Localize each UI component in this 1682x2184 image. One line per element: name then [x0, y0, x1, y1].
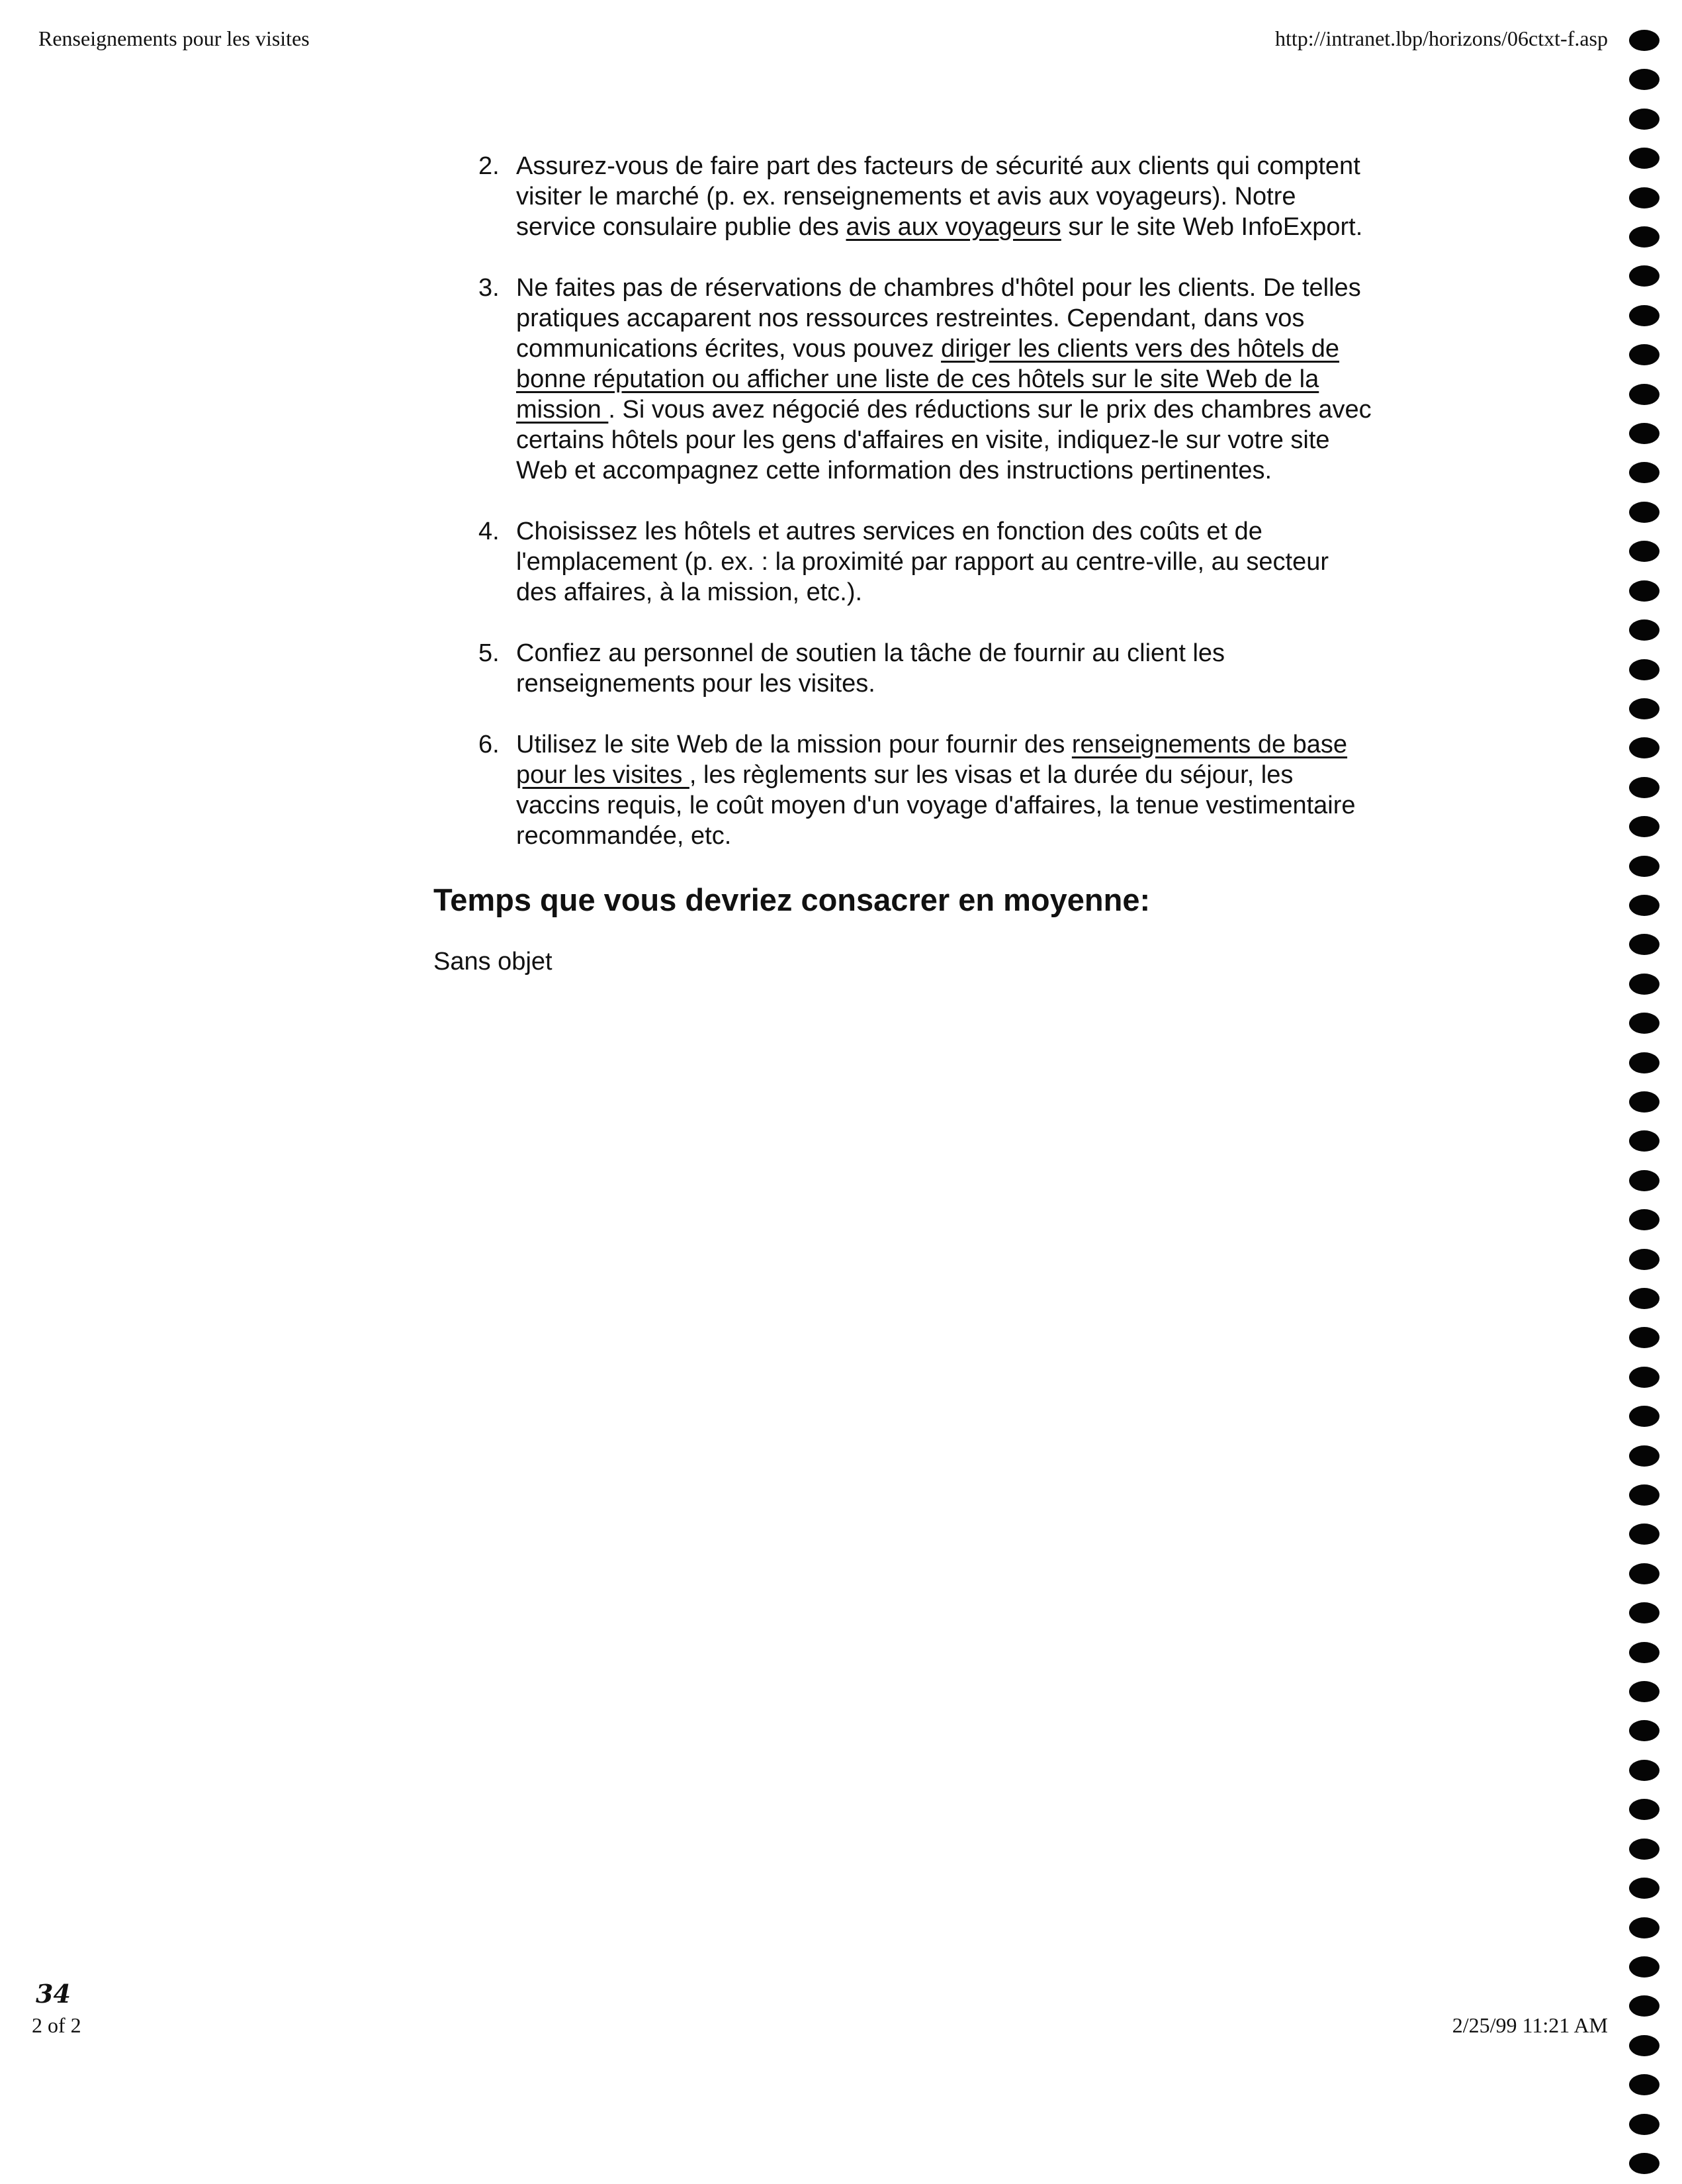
- list-item-number: 2.: [478, 152, 500, 180]
- list-item: [433, 516, 1373, 608]
- binding-hole: [1629, 1367, 1660, 1388]
- list-item-text: Utilisez le site Web de la mission pour fournir des: [516, 731, 1072, 758]
- binding-hole: [1629, 1130, 1660, 1152]
- binding-hole: [1629, 1760, 1660, 1781]
- binding-hole: [1629, 69, 1660, 90]
- binding-holes: [1629, 30, 1663, 2174]
- print-header-url: http://intranet.lbp/horizons/06ctxt-f.asp: [1274, 26, 1608, 50]
- document-body: [433, 151, 1373, 977]
- binding-hole: [1629, 1170, 1660, 1191]
- list-item: [433, 273, 1373, 486]
- hyperlink[interactable]: renseignements de base pour les visites: [516, 731, 1348, 789]
- print-header-title: Renseignements pour les visites: [38, 26, 310, 50]
- binding-hole: [1629, 698, 1660, 719]
- binding-hole: [1629, 856, 1660, 877]
- binding-hole: [1629, 344, 1660, 365]
- binding-hole: [1629, 265, 1660, 287]
- binding-hole: [1629, 1917, 1660, 1938]
- list-item-text: . Si vous avez négocié des réductions sur le prix des chambres avec certains hôtels pour les gens d'affaires en visite, indiquez-le sur votre site Web et accompagnez cette information des instructions pertinentes.: [516, 396, 1372, 484]
- list-item: [433, 638, 1373, 699]
- binding-hole: [1629, 541, 1660, 562]
- binding-hole: [1629, 1445, 1660, 1467]
- page-number: 2 of 2: [32, 2013, 81, 2037]
- binding-hole: [1629, 502, 1660, 523]
- binding-hole: [1629, 1524, 1660, 1545]
- handwritten-note: 34: [36, 1979, 71, 2009]
- list-item: [433, 729, 1373, 851]
- binding-hole: [1629, 1995, 1660, 2017]
- binding-hole: [1629, 1839, 1660, 1860]
- list-item-text: , les règlements sur les visas et la durée du séjour, les vaccins requis, le coût moyen d'un voyage d'affaires, la tenue vestimentaire recommandée, etc.: [516, 761, 1356, 850]
- binding-hole: [1629, 777, 1660, 798]
- binding-hole: [1629, 30, 1660, 51]
- list-item-text: Assurez-vous de faire part des facteurs de sécurité aux clients qui comptent visiter le marché (p. ex. renseignements et avis aux voyageurs). Notre service consulaire publie des: [516, 152, 1360, 241]
- hyperlink[interactable]: avis aux voyageurs: [846, 213, 1061, 241]
- binding-hole: [1629, 1249, 1660, 1270]
- binding-hole: [1629, 1563, 1660, 1584]
- binding-hole: [1629, 226, 1660, 248]
- binding-hole: [1629, 2153, 1660, 2174]
- binding-hole: [1629, 2114, 1660, 2135]
- binding-hole: [1629, 619, 1660, 641]
- binding-hole: [1629, 1484, 1660, 1506]
- section-body: Sans objet: [433, 948, 553, 976]
- binding-hole: [1629, 1602, 1660, 1623]
- binding-hole: [1629, 1013, 1660, 1034]
- binding-hole: [1629, 384, 1660, 405]
- hyperlink[interactable]: diriger les clients vers des hôtels de bonne réputation ou afficher une liste de ces hôtels sur le site Web de la mission: [516, 335, 1340, 424]
- binding-hole: [1629, 1209, 1660, 1230]
- list-item-text: Ne faites pas de réservations de chambres d'hôtel pour les clients. De telles pratiques accaparent nos ressources restreintes. Cependant, dans vos communications écrites, vous pouvez: [516, 274, 1361, 363]
- binding-hole: [1629, 305, 1660, 326]
- binding-hole: [1629, 580, 1660, 602]
- binding-hole: [1629, 1091, 1660, 1113]
- binding-hole: [1629, 1956, 1660, 1978]
- binding-hole: [1629, 148, 1660, 169]
- binding-hole: [1629, 816, 1660, 837]
- binding-hole: [1629, 1681, 1660, 1702]
- binding-hole: [1629, 2074, 1660, 2095]
- binding-hole: [1629, 1288, 1660, 1309]
- binding-hole: [1629, 1406, 1660, 1427]
- list-item-number: 6.: [478, 731, 500, 758]
- steps-list: [433, 151, 1373, 851]
- binding-hole: [1629, 737, 1660, 758]
- binding-hole: [1629, 895, 1660, 916]
- list-item-number: 4.: [478, 518, 500, 545]
- list-item-text: Choisissez les hôtels et autres services en fonction des coûts et de l'emplacement (p. ex. : la proximité par rapport au centre-ville, au secteur des affaires, à la mission, etc.).: [516, 518, 1329, 606]
- list-item-number: 5.: [478, 639, 500, 667]
- binding-hole: [1629, 462, 1660, 483]
- list-item-text: sur le site Web InfoExport.: [1061, 213, 1363, 241]
- binding-hole: [1629, 1799, 1660, 1820]
- binding-hole: [1629, 423, 1660, 444]
- binding-hole: [1629, 187, 1660, 208]
- binding-hole: [1629, 1878, 1660, 1899]
- list-item-text: Confiez au personnel de soutien la tâche de fournir au client les renseignements pour les visites.: [516, 639, 1225, 698]
- binding-hole: [1629, 1642, 1660, 1663]
- binding-hole: [1629, 934, 1660, 955]
- binding-hole: [1629, 1052, 1660, 1073]
- print-datetime: 2/25/99 11:21 AM: [1452, 2013, 1608, 2037]
- binding-hole: [1629, 1720, 1660, 1741]
- binding-hole: [1629, 2035, 1660, 2056]
- binding-hole: [1629, 974, 1660, 995]
- list-item: [433, 151, 1373, 242]
- list-item-number: 3.: [478, 274, 500, 302]
- binding-hole: [1629, 109, 1660, 130]
- section-title: Temps que vous devriez consacrer en moyenne:: [433, 882, 1151, 917]
- binding-hole: [1629, 1327, 1660, 1348]
- binding-hole: [1629, 659, 1660, 680]
